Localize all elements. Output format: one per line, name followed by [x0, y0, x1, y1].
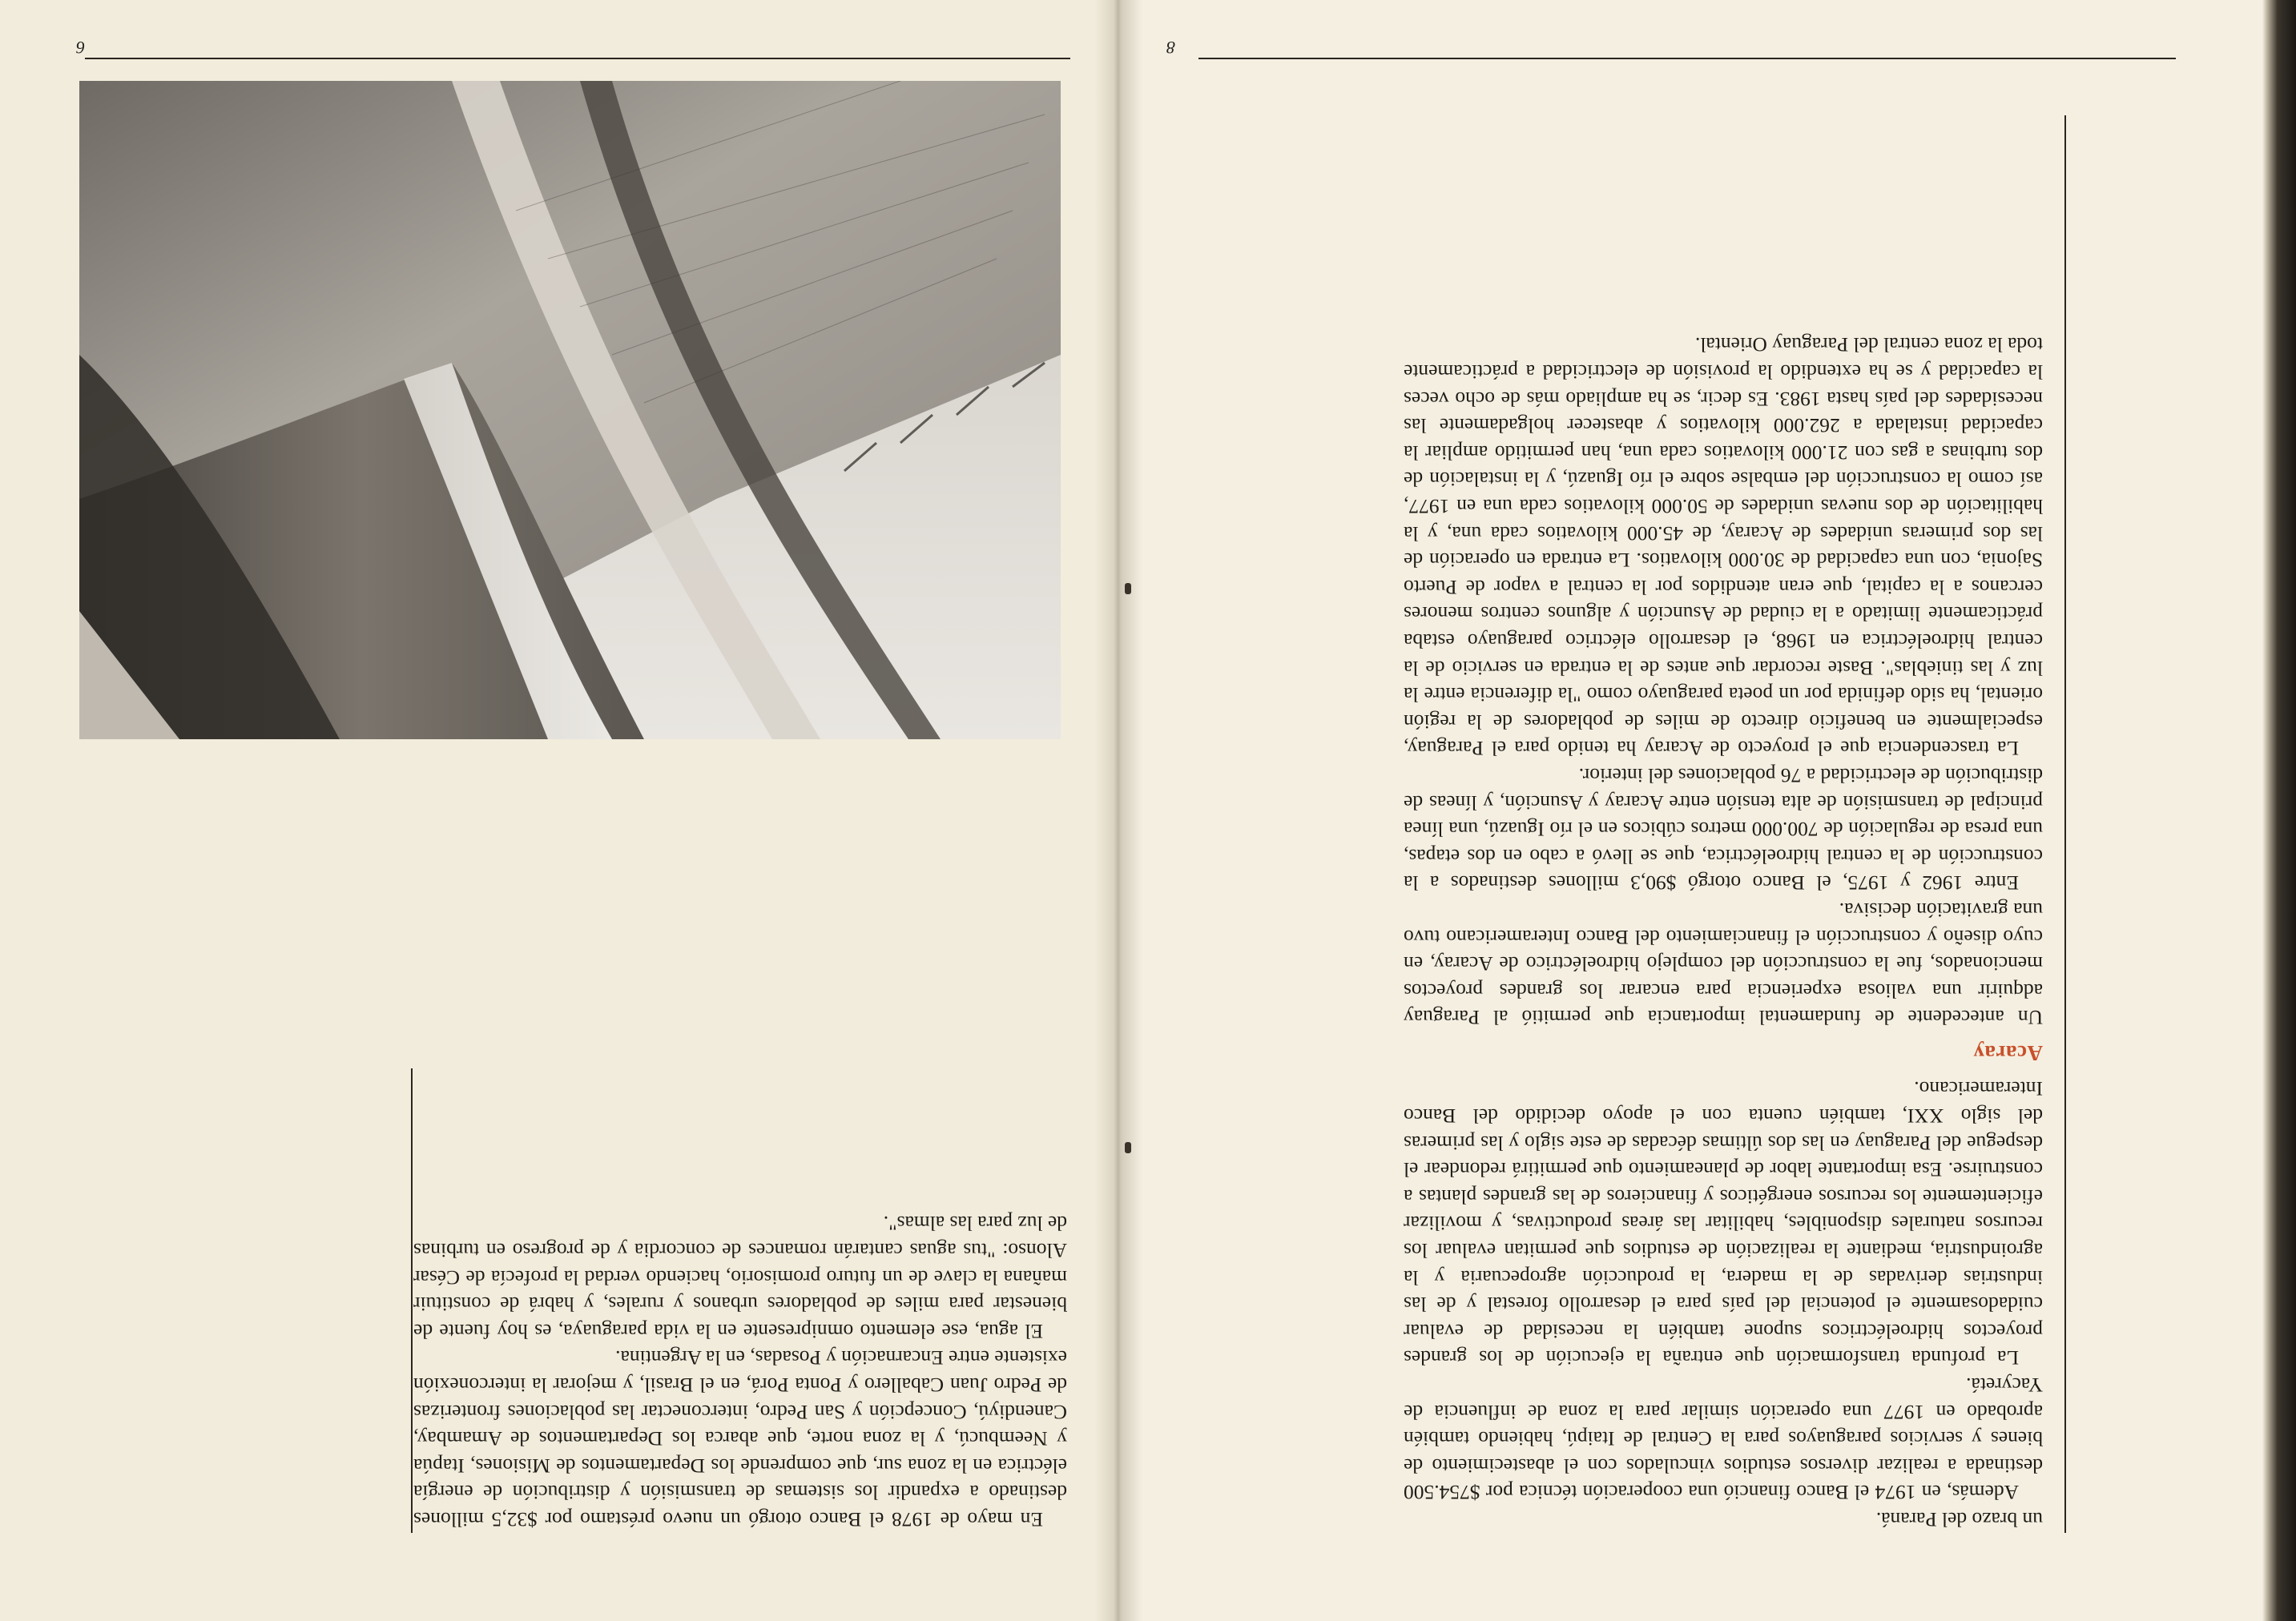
binding-staple-bottom [1125, 583, 1131, 594]
page-six-footer-rule [85, 58, 1070, 60]
page-six-paragraph-2: El agua, ese elemento omnipresente en la vida paraguaya, es hoy fuente de bienestar para miles de pobladores urbanos y rurales, y habrá de constituir mañana la clave de un futuro promisorio, haciendo verdad la profecía de César Alonso: "tus aguas cantarán romances de concordia y de progreso en turbinas de luz para las almas". [413, 1212, 1067, 1343]
binding-staple-top [1125, 1142, 1131, 1153]
acaray-paragraph-3: La trascendencia que el proyecto de Acaray ha tenido para el Paraguay, especialmente en beneficio directo de miles de pobladores de la región oriental, ha sido definida por un poeta paraguayo como "la diferencia entre la luz y las tinieblas". Baste recordar que antes de la entrada en servicio de la central hidroeléctrica en 1968, el desarrollo eléctrico paraguayo estaba prácticamente limitado a la ciudad de Asunción y algunos centros menores cercanos a la capital, que eran atendidos por la central a vapor de Puerto Sajonia, con una capacidad de 30.000 kilovatios. La entrada en operación de las dos primeras unidades de Acaray, de 45.000 kilovatios cada una, y la habilitación de dos nuevas unidades de 50.000 kilovatios cada una en 1977, así como la construcción del embalse sobre el río Iguazú, y la instalación de dos turbinas a gas con 21.000 kilovatios cada una, han permitido ampliar la capacidad instalada a 262.000 kilovatios y abastecer holgadamente las necesidades del país hasta 1983. Es decir, se ha ampliado más de ocho veces la capacidad y se ha extendido la provisión de electricidad a prácticamente toda la zona central del Paraguay Oriental. [1404, 333, 2043, 761]
page-eight-paragraph-2: La profunda transformación que entraña la ejecución de los grandes proyectos hidroeléctricos supone también la necesidad de evaluar cuidadosamente el potencial del país para el desarrollo forestal y de las industrias derivadas de la madera, la producción agropecuaria y la agroindustria, mediante la realización de estudios que permitan evaluar los recursos naturales disponibles, habilitar las áreas productivas, y movilizar eficientemente los recursos energéticos y financieros de las grandes plantas a construirse. Esa importante labor de planeamiento que permitirá redondear el despegue del Paraguay en las dos últimas décadas de este siglo y las primeras del siglo XXI, también cuenta con el apoyo decidido del Banco Interamericano. [1404, 1077, 2043, 1370]
acaray-paragraph-2: Entre 1962 y 1975, el Banco otorgó $90,3 millones destinados a la construcción de la central hidroeléctrica, que se llevó a cabo en dos etapas, una presa de regulación de 700.000 metros cúbicos en el río Iguazú, una línea principal de transmisión de alta tensión entre Acaray y Asunción, y líneas de distribución de electricidad a 76 poblaciones del interior. [1404, 763, 2043, 895]
page-eight [1122, 0, 2296, 1621]
acaray-dam-photo [79, 81, 1061, 739]
page-eight-paragraph-1: Además, en 1974 el Banco financió una cooperación técnica por $754.500 destinada a realizar diversos estudios vinculados con el abastecimiento de bienes y servicios paraguayos para la Central de Itaipú, habiendo también aprobado en 1977 una operación similar para la zona de influencia de Yacyretá. [1404, 1374, 2043, 1505]
dam-spillway-illustration [79, 81, 1061, 739]
section-heading-acaray: Acaray [1973, 1040, 2043, 1065]
acaray-paragraph-1: Un antecedente de fundamental importancia que permitió al Paraguay adquirir una valiosa experiencia para encarar los grandes proyectos mencionados, fue la construcción del complejo hidroeléctrico de Acaray, en cuyo diseño y construcción el financiamiento del Banco Interamericano tuvo una gravitación decisiva. [1404, 898, 2043, 1030]
page-six-paragraph-1: En mayo de 1978 el Banco otorgó un nuevo préstamo por $32,5 millones destinado a expandir los sistemas de transmisión y distribución de energía eléctrica en la zona sur, que comprende los Departamentos de Misiones, Itapúa y Neembucú, y la zona norte, que abarca los Departamentos de Amambay, Canendiyú, Concepción y San Pedro, interconectar las poblaciones fronterizas de Pedro Juan Caballero y Ponta Porá, en el Brasil, y mejorar la interconexión existente entre Encarnación y Posadas, en la Argentina. [413, 1346, 1067, 1531]
page-six-column-rule [411, 1068, 413, 1533]
page-six-number: 6 [76, 38, 85, 58]
page-eight-footer-rule [1198, 58, 2176, 60]
scanner-edge-shadow [2262, 0, 2296, 1621]
page-eight-column-rule [2064, 115, 2066, 1533]
page-eight-text-column [1404, 332, 2043, 1533]
page-eight-number: 8 [1166, 38, 1175, 58]
page-eight-intro-fragment: un brazo del Paraná. [1875, 1508, 2043, 1531]
page-six-text-column [413, 1210, 1067, 1533]
